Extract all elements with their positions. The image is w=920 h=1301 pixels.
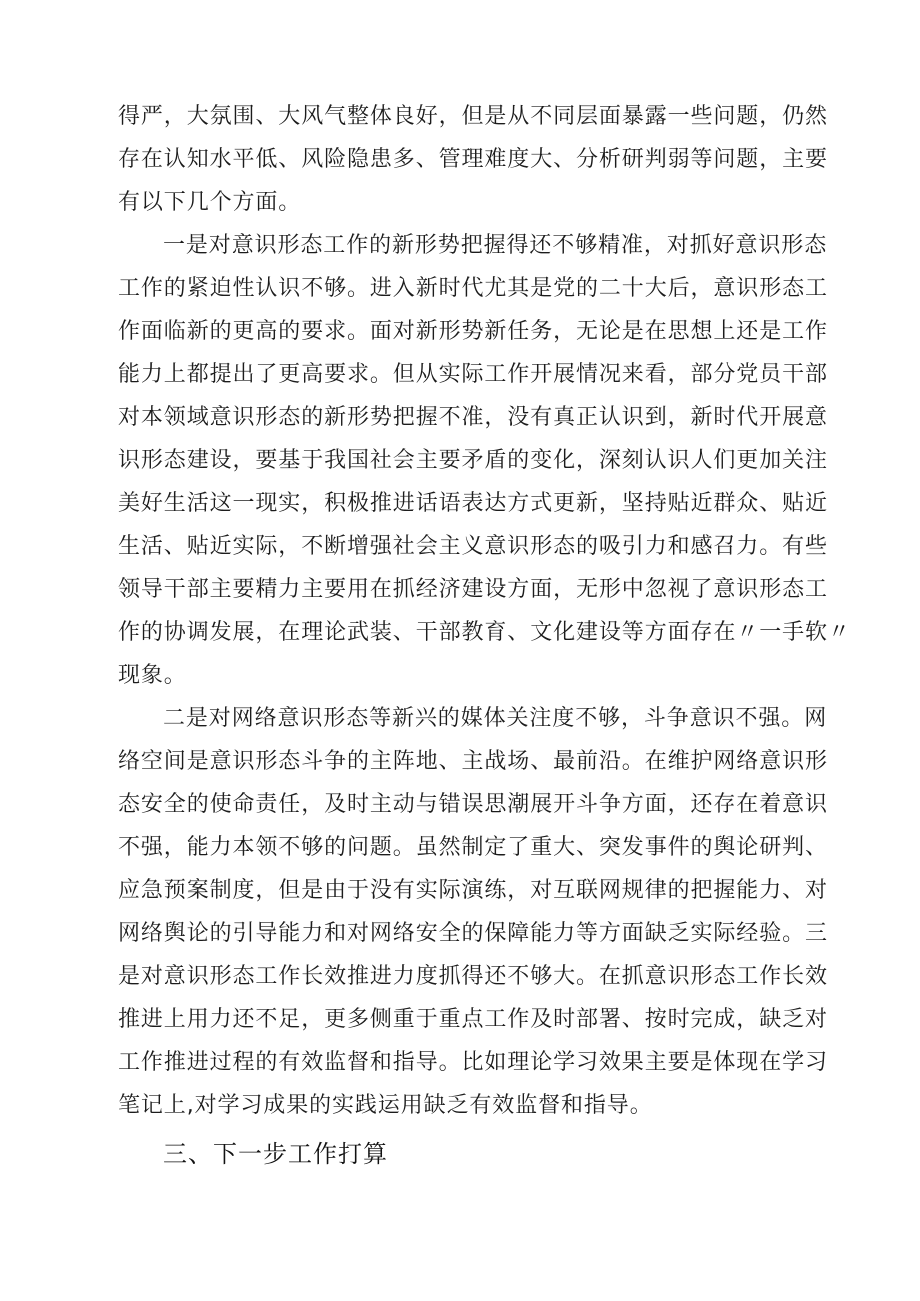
paragraph-line: 识形态建设，要基于我国社会主要矛盾的变化，深刻认识人们更加关注	[118, 448, 828, 473]
paragraph-line: 现象。	[118, 663, 187, 688]
paragraph-line: 不强，能力本领不够的问题。虽然制定了重大、突发事件的舆论研判、	[118, 835, 828, 860]
paragraph-line: 得严，大氛围、大风气整体良好，但是从不同层面暴露一些问题，仍然	[118, 104, 828, 129]
paragraph-line: 笔记上,对学习成果的实践运用缺乏有效监督和指导。	[118, 1093, 653, 1118]
paragraph-line: 应急预案制度，但是由于没有实际演练，对互联网规律的把握能力、对	[118, 878, 828, 903]
paragraph-line: 推进上用力还不足，更多侧重于重点工作及时部署、按时完成，缺乏对	[118, 1007, 828, 1032]
paragraph-line: 作面临新的更高的要求。面对新形势新任务，无论是在思想上还是工作	[118, 319, 828, 344]
paragraph-line: 态安全的使命责任，及时主动与错误思潮展开斗争方面，还存在着意识	[118, 792, 828, 817]
paragraph-line: 领导干部主要精力主要用在抓经济建设方面，无形中忽视了意识形态工	[118, 577, 828, 602]
paragraph-line: 生活、贴近实际，不断增强社会主义意识形态的吸引力和感召力。有些	[118, 534, 828, 559]
paragraph-line: 美好生活这一现实，积极推进话语表达方式更新，坚持贴近群众、贴近	[118, 491, 828, 516]
paragraph-line: 是对意识形态工作长效推进力度抓得还不够大。在抓意识形态工作长效	[118, 964, 828, 989]
paragraph-line: 工作的紧迫性认识不够。进入新时代尤其是党的二十大后，意识形态工	[118, 276, 828, 301]
paragraph-line: 对本领域意识形态的新形势把握不准，没有真正认识到，新时代开展意	[118, 405, 828, 430]
paragraph-line: 有以下几个方面。	[118, 190, 302, 215]
paragraph-line: 络空间是意识形态斗争的主阵地、主战场、最前沿。在维护网络意识形	[118, 749, 828, 774]
paragraph-line: 作的协调发展，在理论武装、干部教育、文化建设等方面存在〃一手软〃	[118, 620, 851, 645]
paragraph-line: 工作推进过程的有效监督和指导。比如理论学习效果主要是体现在学习	[118, 1050, 828, 1075]
paragraph-line: 一是对意识形态工作的新形势把握得还不够精准，对抓好意识形态	[163, 233, 828, 258]
section-heading: 三、下一步工作打算	[163, 1140, 388, 1168]
paragraph-line: 二是对网络意识形态等新兴的媒体关注度不够，斗争意识不强。网	[163, 706, 828, 731]
paragraph-line: 存在认知水平低、风险隐患多、管理难度大、分析研判弱等问题，主要	[118, 147, 828, 172]
paragraph-line: 能力上都提出了更高要求。但从实际工作开展情况来看，部分党员干部	[118, 362, 828, 387]
paragraph-line: 网络舆论的引导能力和对网络安全的保障能力等方面缺乏实际经验。三	[118, 921, 828, 946]
